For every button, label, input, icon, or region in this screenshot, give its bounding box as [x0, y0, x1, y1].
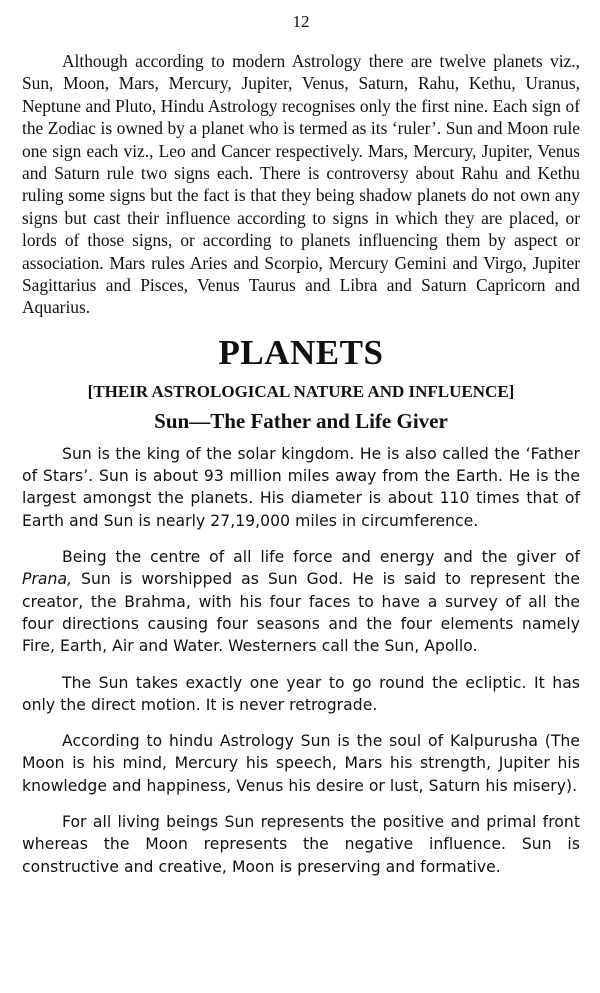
sun-paragraph-1: Sun is the king of the solar kingdom. He is also called the ‘Father of Stars’. Sun is about 93 million miles away from the Earth. He is the largest amongst the planets. His diameter is about 110 times that of Earth and Sun is nearly 27,19,000 miles in circumference. [22, 444, 580, 530]
sun-paragraph-5: For all living beings Sun represents the positive and primal front whereas the Moon represents the negative influence. Sun is constructive and creative, Moon is preserving and formative. [22, 813, 580, 876]
sun-body [22, 443, 580, 878]
page-number: 12 [292, 12, 310, 31]
sun-paragraph-2-end: Sun is worshipped as Sun God. He is said to represent the creator, the Brahma, with his four faces to have a survey of all the four directions causing four seasons and the four elements namely Fire, Earth, Air and Water. Westerners call the Sun, Apollo. [22, 570, 580, 656]
section-title: PLANETS [218, 332, 384, 372]
sun-paragraph-3: The Sun takes exactly one year to go round the ecliptic. It has only the direct motion. It is never retrograde. [22, 673, 580, 714]
prana-term: Prana, [22, 570, 73, 589]
intro-paragraph: Although according to modern Astrology there are twelve planets viz., Sun, Moon, Mars, Mercury, Jupiter, Venus, Saturn, Rahu, Kethu, Uranus, Neptune and Pluto, Hindu Astrology recognises only the first nine. Each sign of the Zodiac is owned by a planet who is termed as its ‘ruler’. Sun and Moon rule one sign each viz., Leo and Cancer respectively. Mars, Mercury, Jupiter, Venus and Saturn rule two signs each. There is controversy about Rahu and Kethu ruling some signs but the fact is that they being shadow planets do not own any signs but cast their influence according to signs in which they are placed, or lords of those signs, or according to planets influencing them by aspect or association. Mars rules Aries and Scorpio, Mercury Gemini and Virgo, Jupiter Sagittarius and Pisces, Venus Taurus and Libra and Saturn Capricorn and Aquarius. [22, 51, 580, 318]
sun-heading: Sun—The Father and Life Giver [154, 408, 448, 433]
sun-paragraph-4: According to hindu Astrology Sun is the soul of Kalpurusha (The Moon is his mind, Mercury his speech, Mars his strength, Jupiter his knowledge and happiness, Venus his desire or lust, Saturn his misery). [22, 732, 580, 795]
sun-paragraph-2 [22, 546, 580, 657]
sun-paragraph-2-start: Being the centre of all life force and energy and the giver of [62, 548, 580, 567]
section-subtitle: [THEIR ASTROLOGICAL NATURE AND INFLUENCE] [87, 381, 515, 401]
